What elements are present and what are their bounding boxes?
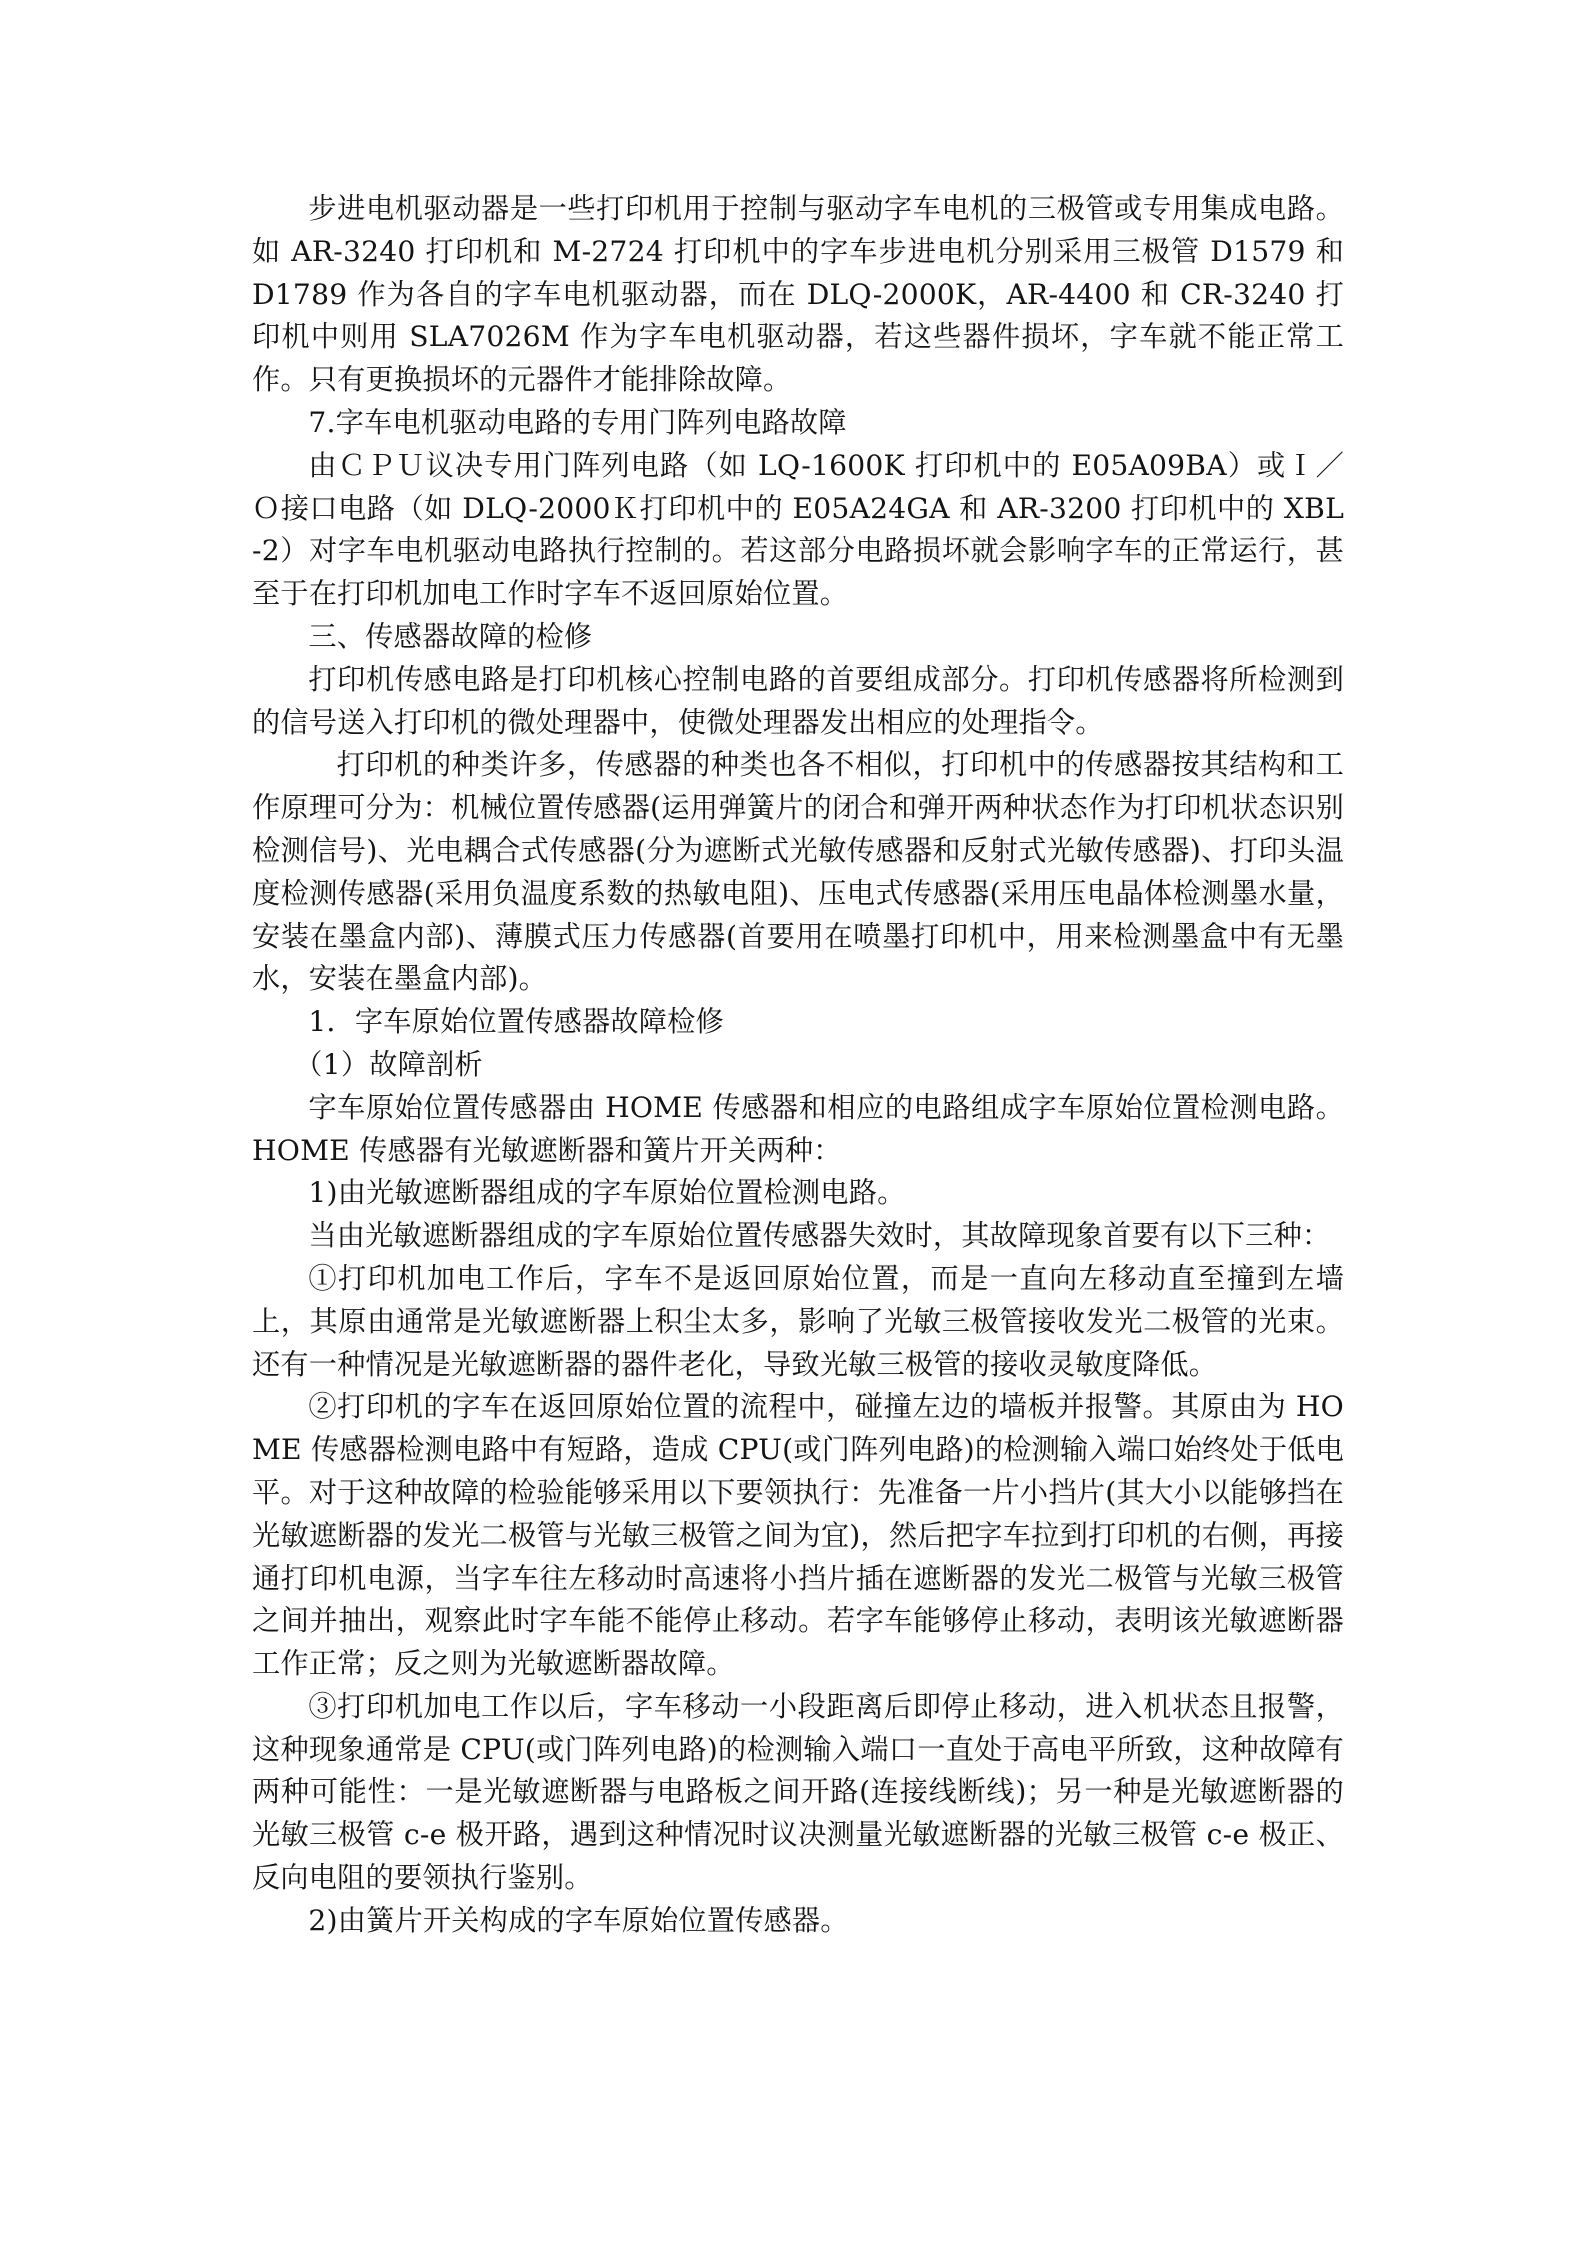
paragraph-sensor-circuit: 打印机传感电路是打印机核心控制电路的首要组成部分。打印机传感器将所检测到的信号送入打印机的微处理器中，使微处理器发出相应的处理指令。	[252, 662, 1344, 739]
heading-gate-array-fault: 7.字车电机驱动电路的专用门阵列电路故障	[308, 405, 847, 439]
paragraph-failure-symptoms: 当由光敏遮断器组成的字车原始位置传感器失效时，其故障现象首要有以下三种：	[308, 1219, 1331, 1253]
paragraph-gate-array: 由ＣＰＵ议决专用门阵列电路（如 LQ-1600K 打印机中的 E05A09BA）或Ｉ／Ｏ接口电路（如 DLQ-2000Ｋ打印机中的 E05A24GA 和 AR-3200 打印机中的 XBL-2）对字车电机驱动电路执行控制的。若这部分电路损坏就会影响字车的正常运行，甚至于在打印机加电工作时字车不返回原始位置。	[252, 448, 1344, 611]
heading-fault-analysis: （1）故障剖析	[294, 1047, 483, 1081]
paragraph-reed-switch: 2)由簧片开关构成的字车原始位置传感器。	[308, 1903, 849, 1937]
paragraph-stepper-driver: 步进电机驱动器是一些打印机用于控制与驱动字车电机的三极管或专用集成电路。如 AR-3240 打印机和 M-2724 打印机中的字车步进电机分别采用三极管 D1579 和 D1789 作为各自的字车电机驱动器，而在 DLQ-2000K，AR-4400 和 CR-3240 打印机中则用 SLA7026M 作为字车电机驱动器，若这些器件损坏，字车就不能正常工作。只有更换损坏的元器件才能排除故障。	[252, 192, 1344, 397]
heading-sensor-repair: 三、传感器故障的检修	[308, 619, 593, 653]
document-body	[252, 188, 1344, 1943]
paragraph-photo-interrupter-circuit: 1)由光敏遮断器组成的字车原始位置检测电路。	[308, 1176, 906, 1210]
paragraph-symptom-1: ①打印机加电工作后，字车不是返回原始位置，而是一直向左移动直至撞到左墙上，其原由通常是光敏遮断器上积尘太多，影响了光敏三极管接收发光二极管的光束。还有一种情况是光敏遮断器的器件老化，导致光敏三极管的接收灵敏度降低。	[252, 1261, 1344, 1381]
paragraph-sensor-types: 打印机的种类许多，传感器的种类也各不相似，打印机中的传感器按其结构和工作原理可分为：机械位置传感器(运用弹簧片的闭合和弹开两种状态作为打印机状态识别检测信号)、光电耦合式传感器(分为遮断式光敏传感器和反射式光敏传感器)、打印头温度检测传感器(采用负温度系数的热敏电阻)、压电式传感器(采用压电晶体检测墨水量，安装在墨盒内部)、薄膜式压力传感器(首要用在喷墨打印机中，用来检测墨盒中有无墨水，安装在墨盒内部)。	[252, 748, 1344, 996]
paragraph-home-sensor-intro: 字车原始位置传感器由 HOME 传感器和相应的电路组成字车原始位置检测电路。HOME 传感器有光敏遮断器和簧片开关两种：	[252, 1090, 1344, 1167]
paragraph-symptom-3: ③打印机加电工作以后，字车移动一小段距离后即停止移动，进入机状态且报警，这种现象通常是 CPU(或门阵列电路)的检测输入端口一直处于高电平所致，这种故障有两种可能性：一是光敏遮断器与电路板之间开路(连接线断线)；另一种是光敏遮断器的光敏三极管 c-e 极开路，遇到这种情况时议决测量光敏遮断器的光敏三极管 c-e 极正、反向电阻的要领执行鉴别。	[252, 1689, 1344, 1895]
paragraph-symptom-2: ②打印机的字车在返回原始位置的流程中，碰撞左边的墙板并报警。其原由为 HOME 传感器检测电路中有短路，造成 CPU(或门阵列电路)的检测输入端口始终处于低电平。对于这种故障的检验能够采用以下要领执行：先准备一片小挡片(其大小以能够挡在光敏遮断器的发光二极管与光敏三极管之间为宜)，然后把字车拉到打印机的右侧，再接通打印机电源，当字车往左移动时高速将小挡片插在遮断器的发光二极管与光敏三极管之间并抽出，观察此时字车能不能停止移动。若字车能够停止移动，表明该光敏遮断器工作正常；反之则为光敏遮断器故障。	[252, 1390, 1344, 1681]
heading-home-sensor: 1．字车原始位置传感器故障检修	[308, 1005, 724, 1039]
